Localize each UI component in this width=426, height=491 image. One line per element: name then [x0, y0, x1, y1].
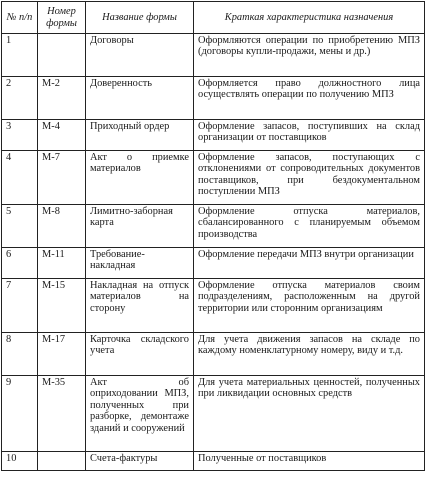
cell-name: Требование-накладная — [86, 248, 194, 279]
cell-name: Карточка складского учета — [86, 333, 194, 376]
cell-desc: Оформление передачи МПЗ внутри организации — [194, 248, 425, 279]
cell-name: Лимитно-заборная карта — [86, 205, 194, 248]
table-row — [2, 34, 425, 77]
cell-desc: Для учета движения запасов на складе по каждому номенклатурному номеру, виду и т.д. — [194, 333, 425, 376]
table-row — [2, 205, 425, 248]
cell-desc: Полученные от поставщиков — [194, 452, 425, 471]
cell-desc: Для учета материальных ценностей, полученных при ликвидации основных средств — [194, 376, 425, 452]
header-num: № п/п — [2, 2, 38, 34]
cell-desc: Оформление отпуска материалов, сбалансированного с планируемым объемом производства — [194, 205, 425, 248]
cell-code: М-17 — [38, 333, 86, 376]
table-row — [2, 77, 425, 120]
cell-name: Акт о приемке материалов — [86, 151, 194, 205]
cell-name: Счета-фактуры — [86, 452, 194, 471]
cell-name: Накладная на отпуск материалов на сторону — [86, 279, 194, 333]
header-desc: Краткая характеристика назначения — [194, 2, 425, 34]
cell-code: М-4 — [38, 120, 86, 151]
forms-table — [1, 1, 425, 471]
cell-code: М-15 — [38, 279, 86, 333]
cell-desc: Оформление запасов, поступающих с отклонениями от сопроводительных документов поставщиков, при бездокументальном поступлении МПЗ — [194, 151, 425, 205]
table-row — [2, 248, 425, 279]
cell-num: 7 — [2, 279, 38, 333]
cell-name: Доверенность — [86, 77, 194, 120]
cell-code: М-2 — [38, 77, 86, 120]
header-name: Название формы — [86, 2, 194, 34]
cell-desc: Оформляется право должностного лица осуществлять операции по получению МПЗ — [194, 77, 425, 120]
cell-num: 1 — [2, 34, 38, 77]
table-row — [2, 452, 425, 471]
cell-code: М-7 — [38, 151, 86, 205]
cell-code: М-35 — [38, 376, 86, 452]
cell-num: 3 — [2, 120, 38, 151]
cell-num: 4 — [2, 151, 38, 205]
cell-name: Приходный ордер — [86, 120, 194, 151]
table-row — [2, 376, 425, 452]
header-code: Номер формы — [38, 2, 86, 34]
cell-num: 2 — [2, 77, 38, 120]
table-header-row — [2, 2, 425, 34]
table-row — [2, 120, 425, 151]
cell-num: 9 — [2, 376, 38, 452]
cell-desc: Оформление запасов, поступивших на склад организации от поставщиков — [194, 120, 425, 151]
cell-num: 5 — [2, 205, 38, 248]
cell-num: 8 — [2, 333, 38, 376]
cell-code: М-8 — [38, 205, 86, 248]
cell-code: М-11 — [38, 248, 86, 279]
table-row — [2, 279, 425, 333]
cell-code — [38, 34, 86, 77]
cell-code — [38, 452, 86, 471]
cell-desc: Оформляются операции по приобретению МПЗ (договоры купли-продажи, мены и др.) — [194, 34, 425, 77]
cell-name: Акт об оприходовании МПЗ, полученных при разборке, демонтаже зданий и сооружений — [86, 376, 194, 452]
table-row — [2, 151, 425, 205]
cell-name: Договоры — [86, 34, 194, 77]
table-row — [2, 333, 425, 376]
cell-num: 6 — [2, 248, 38, 279]
cell-desc: Оформление отпуска материалов своим подразделениям, расположенным на другой территории или сторонним организациям — [194, 279, 425, 333]
cell-num: 10 — [2, 452, 38, 471]
